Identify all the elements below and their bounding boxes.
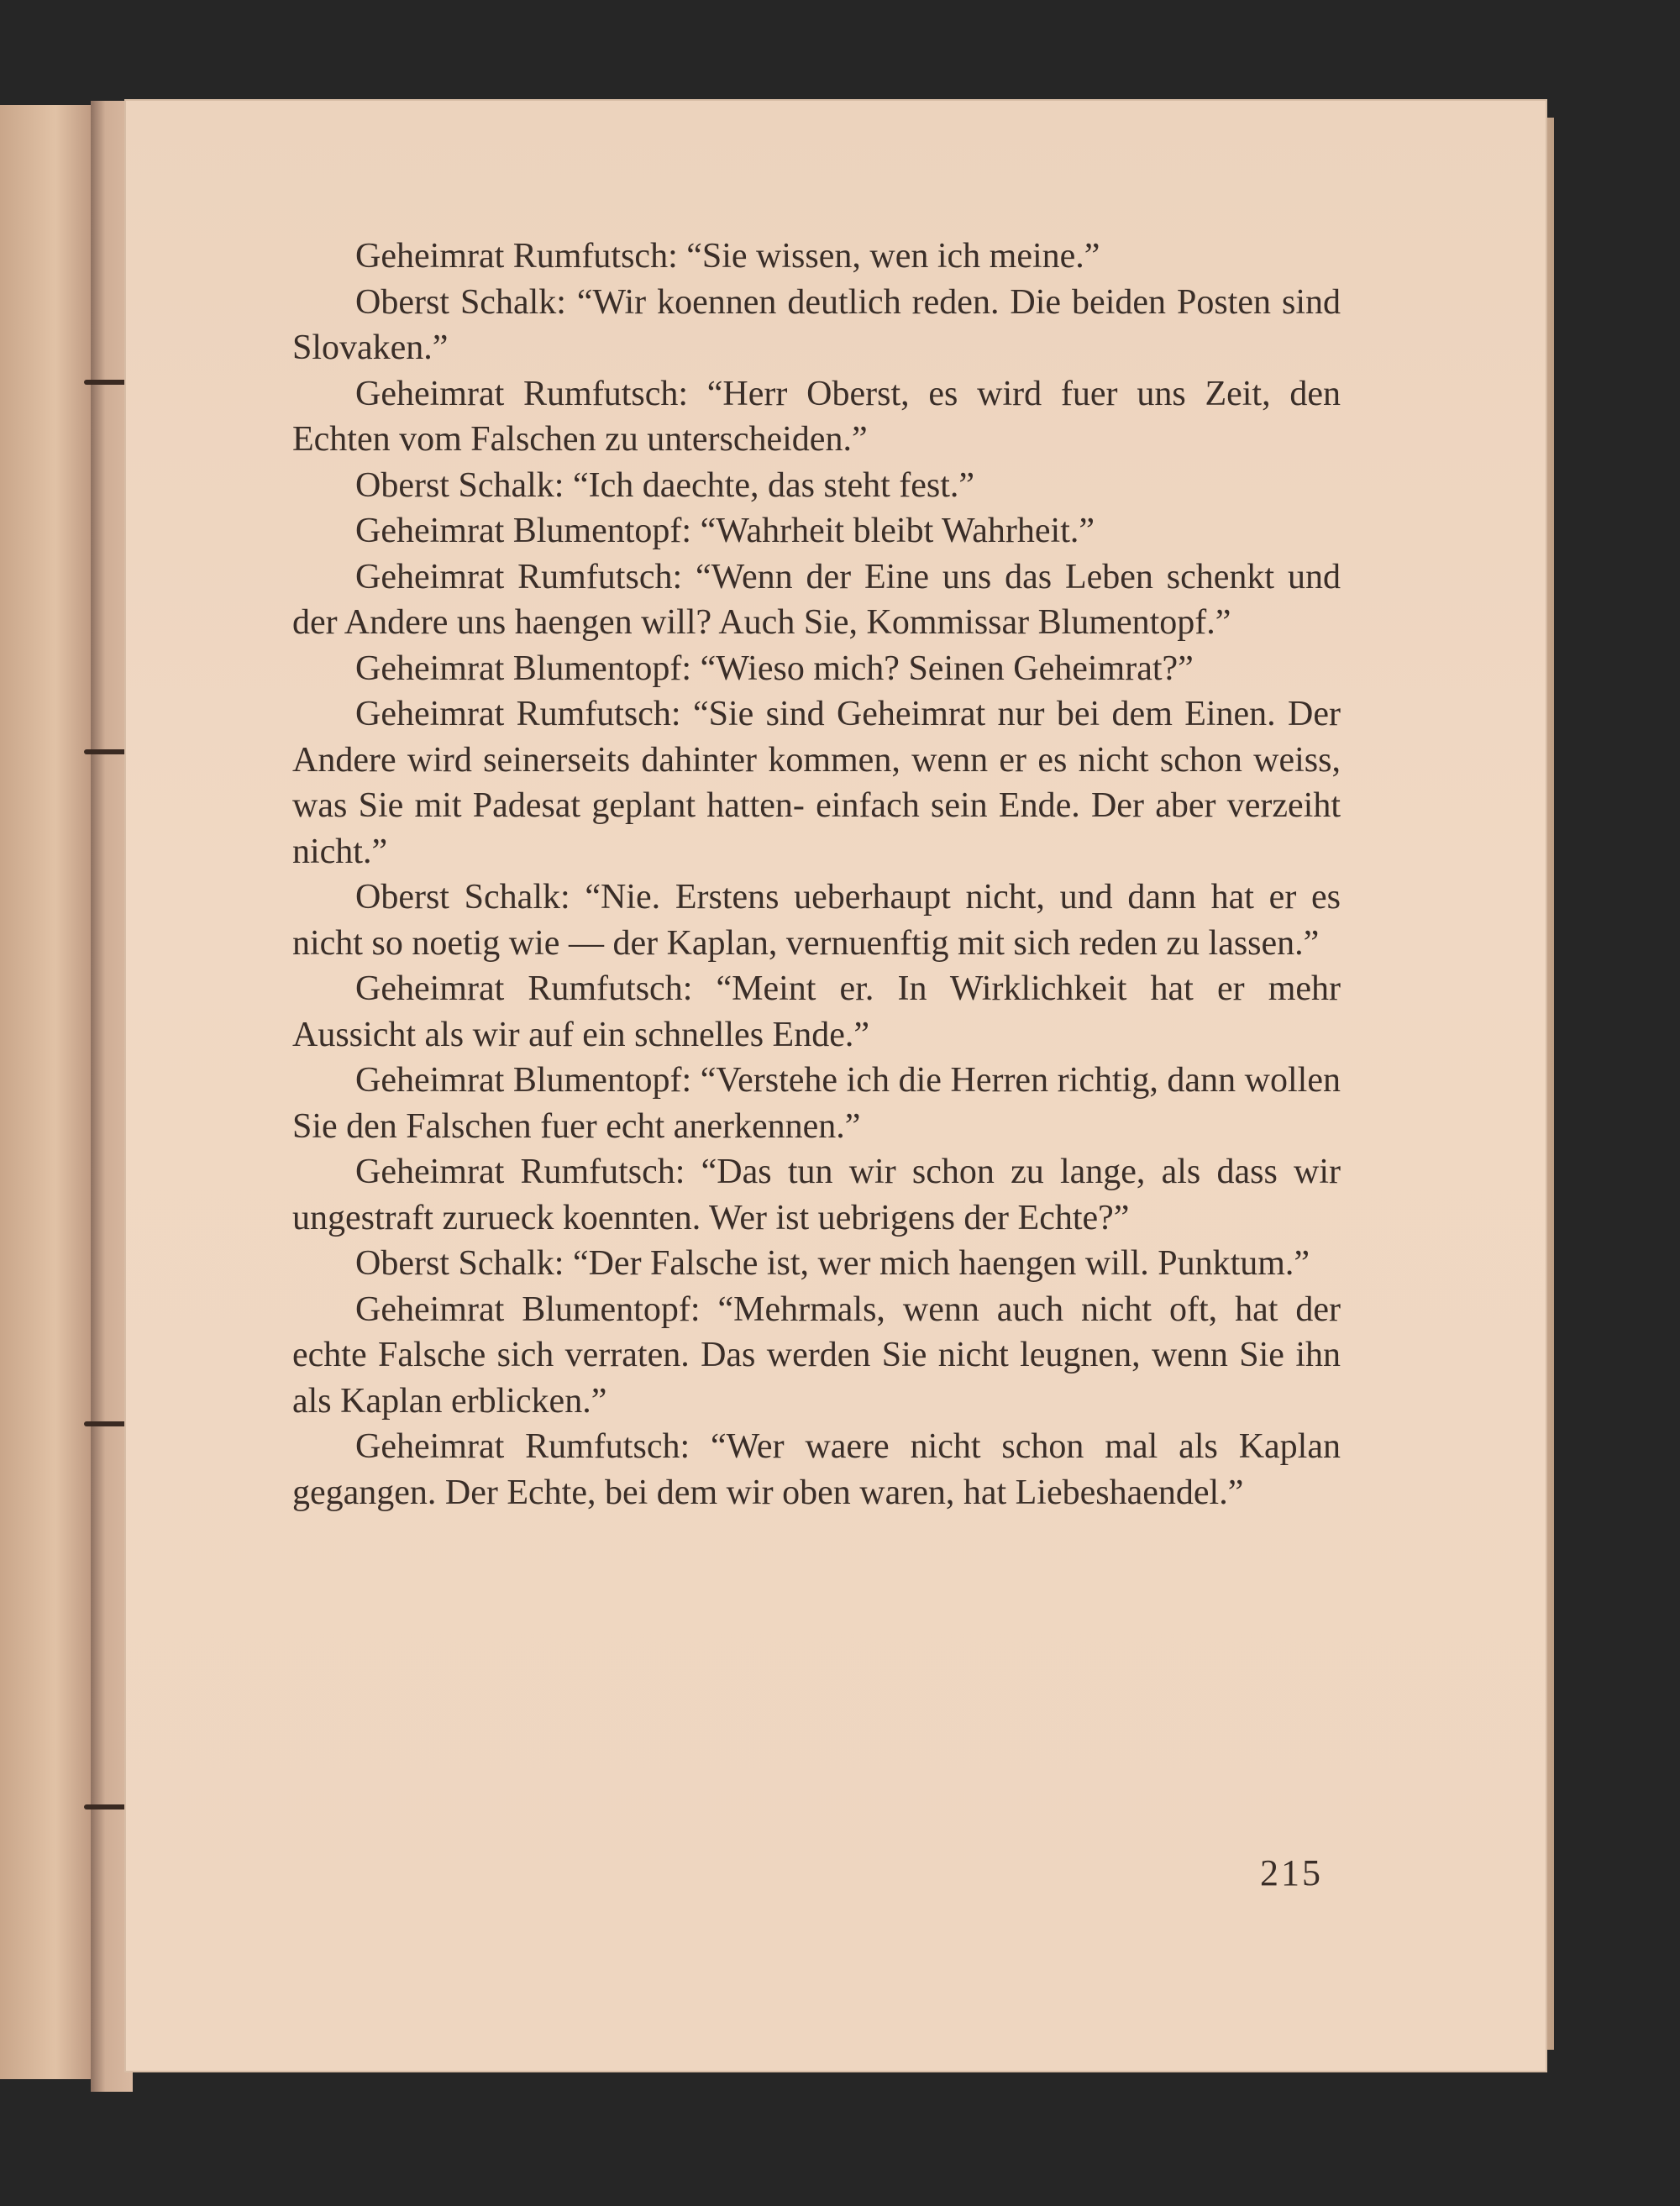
paragraph: Geheimrat Rumfutsch: “Meint er. In Wirklichkeit hat er mehr Aussicht als wir auf ein schnelles Ende.” <box>292 969 1341 1054</box>
paragraph: Oberst Schalk: “Wir koennen deutlich reden. Die beiden Posten sind Slovaken.” <box>292 282 1341 367</box>
paragraph: Geheimrat Rumfutsch: “Herr Oberst, es wird fuer uns Zeit, den Echten vom Falschen zu unterscheiden.” <box>292 374 1341 459</box>
paragraph: Geheimrat Rumfutsch: “Wenn der Eine uns das Leben schenkt und der Andere uns haengen will? Auch Sie, Kommissar Blumentopf.” <box>292 557 1341 642</box>
paragraph: Geheimrat Blumentopf: “Verstehe ich die Herren richtig, dann wollen Sie den Falschen fuer echt anerkennen.” <box>292 1061 1341 1146</box>
page-text <box>292 234 1341 1515</box>
paragraph: Geheimrat Rumfutsch: “Wer waere nicht schon mal als Kaplan gegangen. Der Echte, bei dem wir oben waren, hat Liebeshaendel.” <box>292 1427 1341 1512</box>
paragraph: Geheimrat Blumentopf: “Mehrmals, wenn auch nicht oft, hat der echte Falsche sich verraten. Das werden Sie nicht leugnen, wenn Sie ihn als Kaplan erblicken.” <box>292 1289 1341 1421</box>
paragraph: Geheimrat Blumentopf: “Wahrheit bleibt Wahrheit.” <box>355 512 1095 550</box>
paragraph: Geheimrat Rumfutsch: “Das tun wir schon zu lange, als dass wir ungestraft zurueck koennten. Wer ist uebrigens der Echte?” <box>292 1153 1341 1237</box>
paragraph: Geheimrat Rumfutsch: “Sie wissen, wen ich meine.” <box>355 237 1100 276</box>
paragraph: Oberst Schalk: “Ich daechte, das steht fest.” <box>355 465 975 505</box>
paragraph: Oberst Schalk: “Der Falsche ist, wer mich haengen will. Punktum.” <box>355 1244 1310 1283</box>
paragraph: Oberst Schalk: “Nie. Erstens ueberhaupt nicht, und dann hat er es nicht so noetig wie — der Kaplan, vernuenftig mit sich reden zu lassen.” <box>292 878 1341 963</box>
paragraph: Geheimrat Rumfutsch: “Sie sind Geheimrat nur bei dem Einen. Der Andere wird seinerseits dahinter kommen, wenn er es nicht schon weiss, was Sie mit Padesat geplant hatten- einfach sein Ende. Der aber verzeiht nicht.” <box>292 695 1341 871</box>
page-number: 215 <box>1260 1852 1323 1893</box>
paragraph: Geheimrat Blumentopf: “Wieso mich? Seinen Geheimrat?” <box>355 649 1194 688</box>
left-page-edge <box>0 105 101 2079</box>
